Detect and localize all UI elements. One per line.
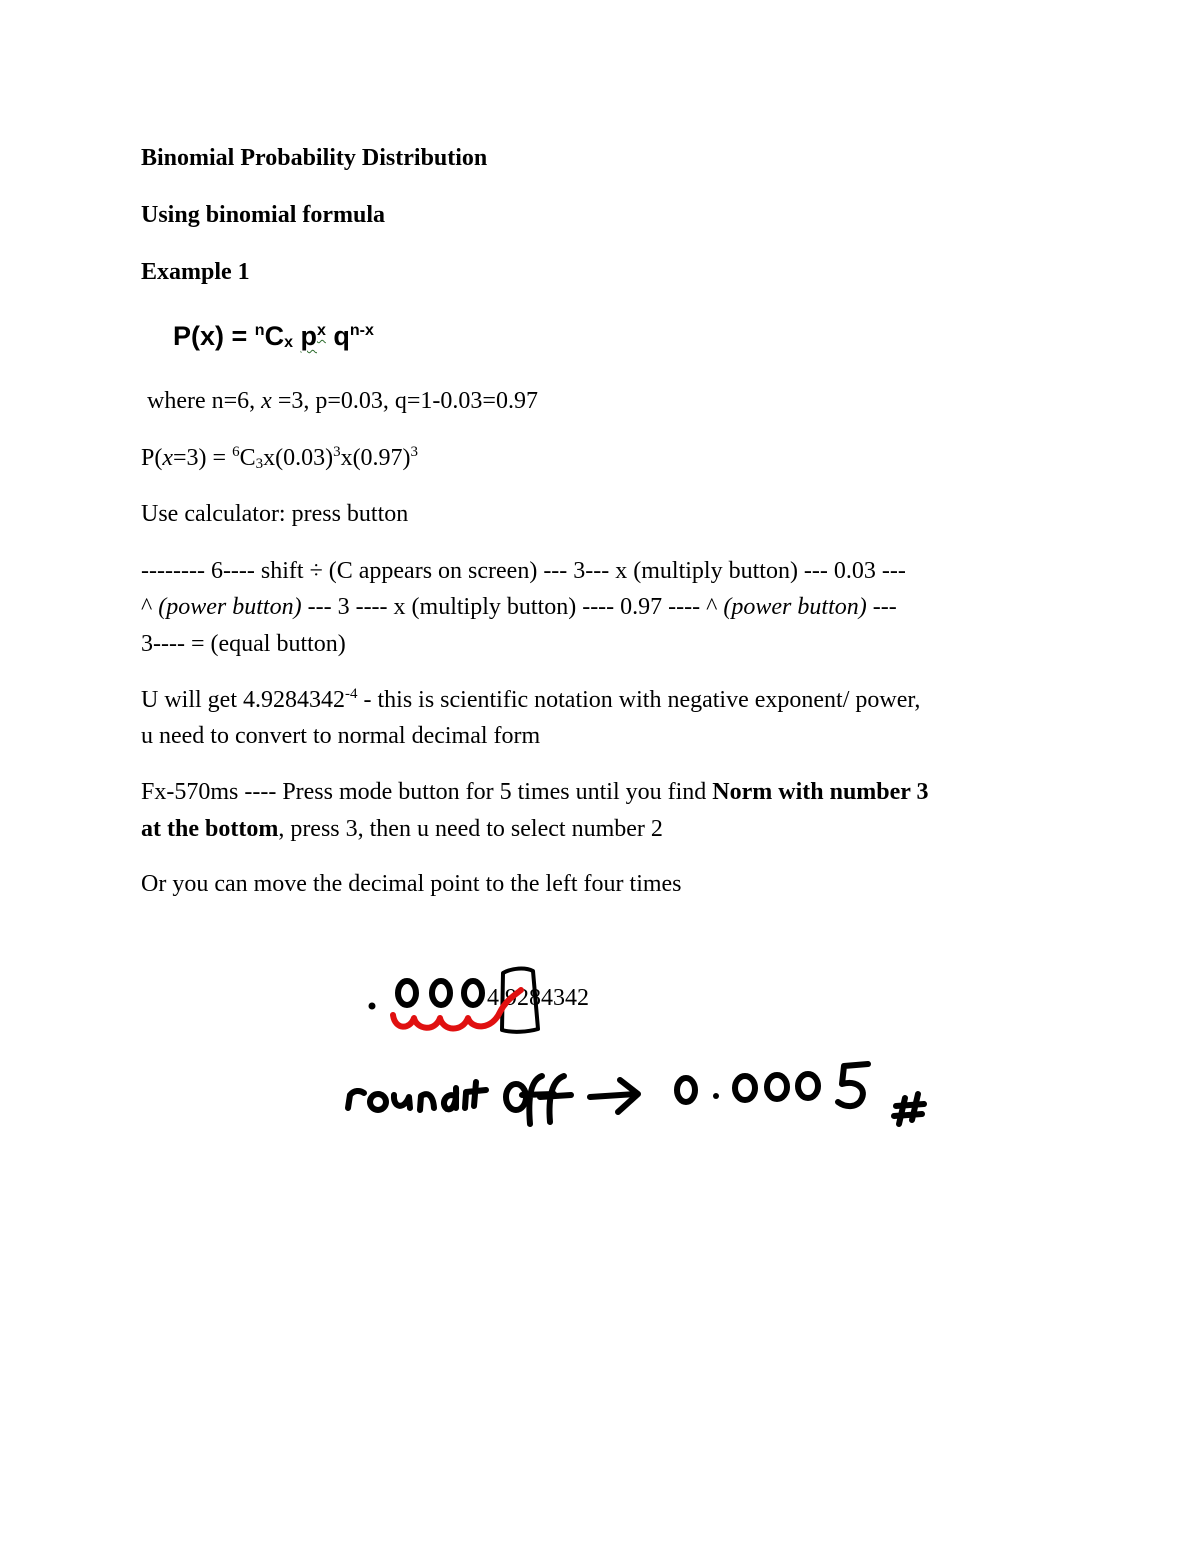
result-line-1: U will get $4.9284342^{-4}$ - this is scientific notation with negative exponent/ power, <box>141 686 921 713</box>
hand-zero-1 <box>398 981 416 1005</box>
fx-line-1: Fx-570ms ---- Press mode button for 5 times until you find Norm with number 3 <box>141 779 929 805</box>
substitution-line: $P(x=3) = ^6C_3x(0.03)^3x(0.97)^3$ <box>141 444 419 472</box>
fx-bold-norm: Norm with number 3 <box>712 779 929 805</box>
formula-x-sub: x <box>284 334 293 351</box>
calculator-intro: Use calculator: press button <box>141 501 409 527</box>
hand-double-slash <box>894 1094 924 1124</box>
fx-bold-bottom: at the bottom <box>141 816 279 842</box>
hand-result <box>677 1064 868 1106</box>
hand-zero-2 <box>432 981 450 1005</box>
formula-n-sup: n <box>254 322 265 339</box>
hand-arrow <box>590 1080 638 1112</box>
hand-round-it-off <box>348 1076 571 1124</box>
result-exponent: -4 <box>345 686 358 702</box>
fx-line-2: at the bottom, press 3, then u need to select number 2 <box>141 816 663 842</box>
where-x: x <box>261 388 272 414</box>
formula-p: p <box>300 321 317 351</box>
decimal-number: 4.9284342 <box>487 985 589 1011</box>
doc-subtitle: Using binomial formula <box>141 202 386 228</box>
where-line: where n=6, x =3, p=0.03, q=1-0.03=0.97 <box>147 388 538 414</box>
formula-q-sup: n-x <box>349 322 374 339</box>
hand-zero-3 <box>464 981 482 1005</box>
steps-line-3: 3---- = (equal button) <box>141 631 346 657</box>
formula-c: C <box>264 321 285 351</box>
hand-dot <box>369 1003 376 1010</box>
steps-line-2: ^ (power button) --- 3 ---- x (multiply button) ---- 0.97 ---- ^ (power button) --- <box>141 594 897 620</box>
result-line-2: u need to convert to normal decimal form <box>141 723 541 749</box>
example-label: Example 1 <box>141 259 250 285</box>
alt-method-line: Or you can move the decimal point to the left four times <box>141 871 682 897</box>
steps-line-1: -------- 6---- shift ÷ (C appears on screen) --- 3--- x (multiply button) --- 0.03 --- <box>141 558 906 584</box>
doc-title: Binomial Probability Distribution <box>141 145 488 171</box>
formula-q: q <box>333 321 350 351</box>
formula-lhs: P(x) = <box>173 321 255 351</box>
formula-p-sup: x <box>316 322 326 339</box>
